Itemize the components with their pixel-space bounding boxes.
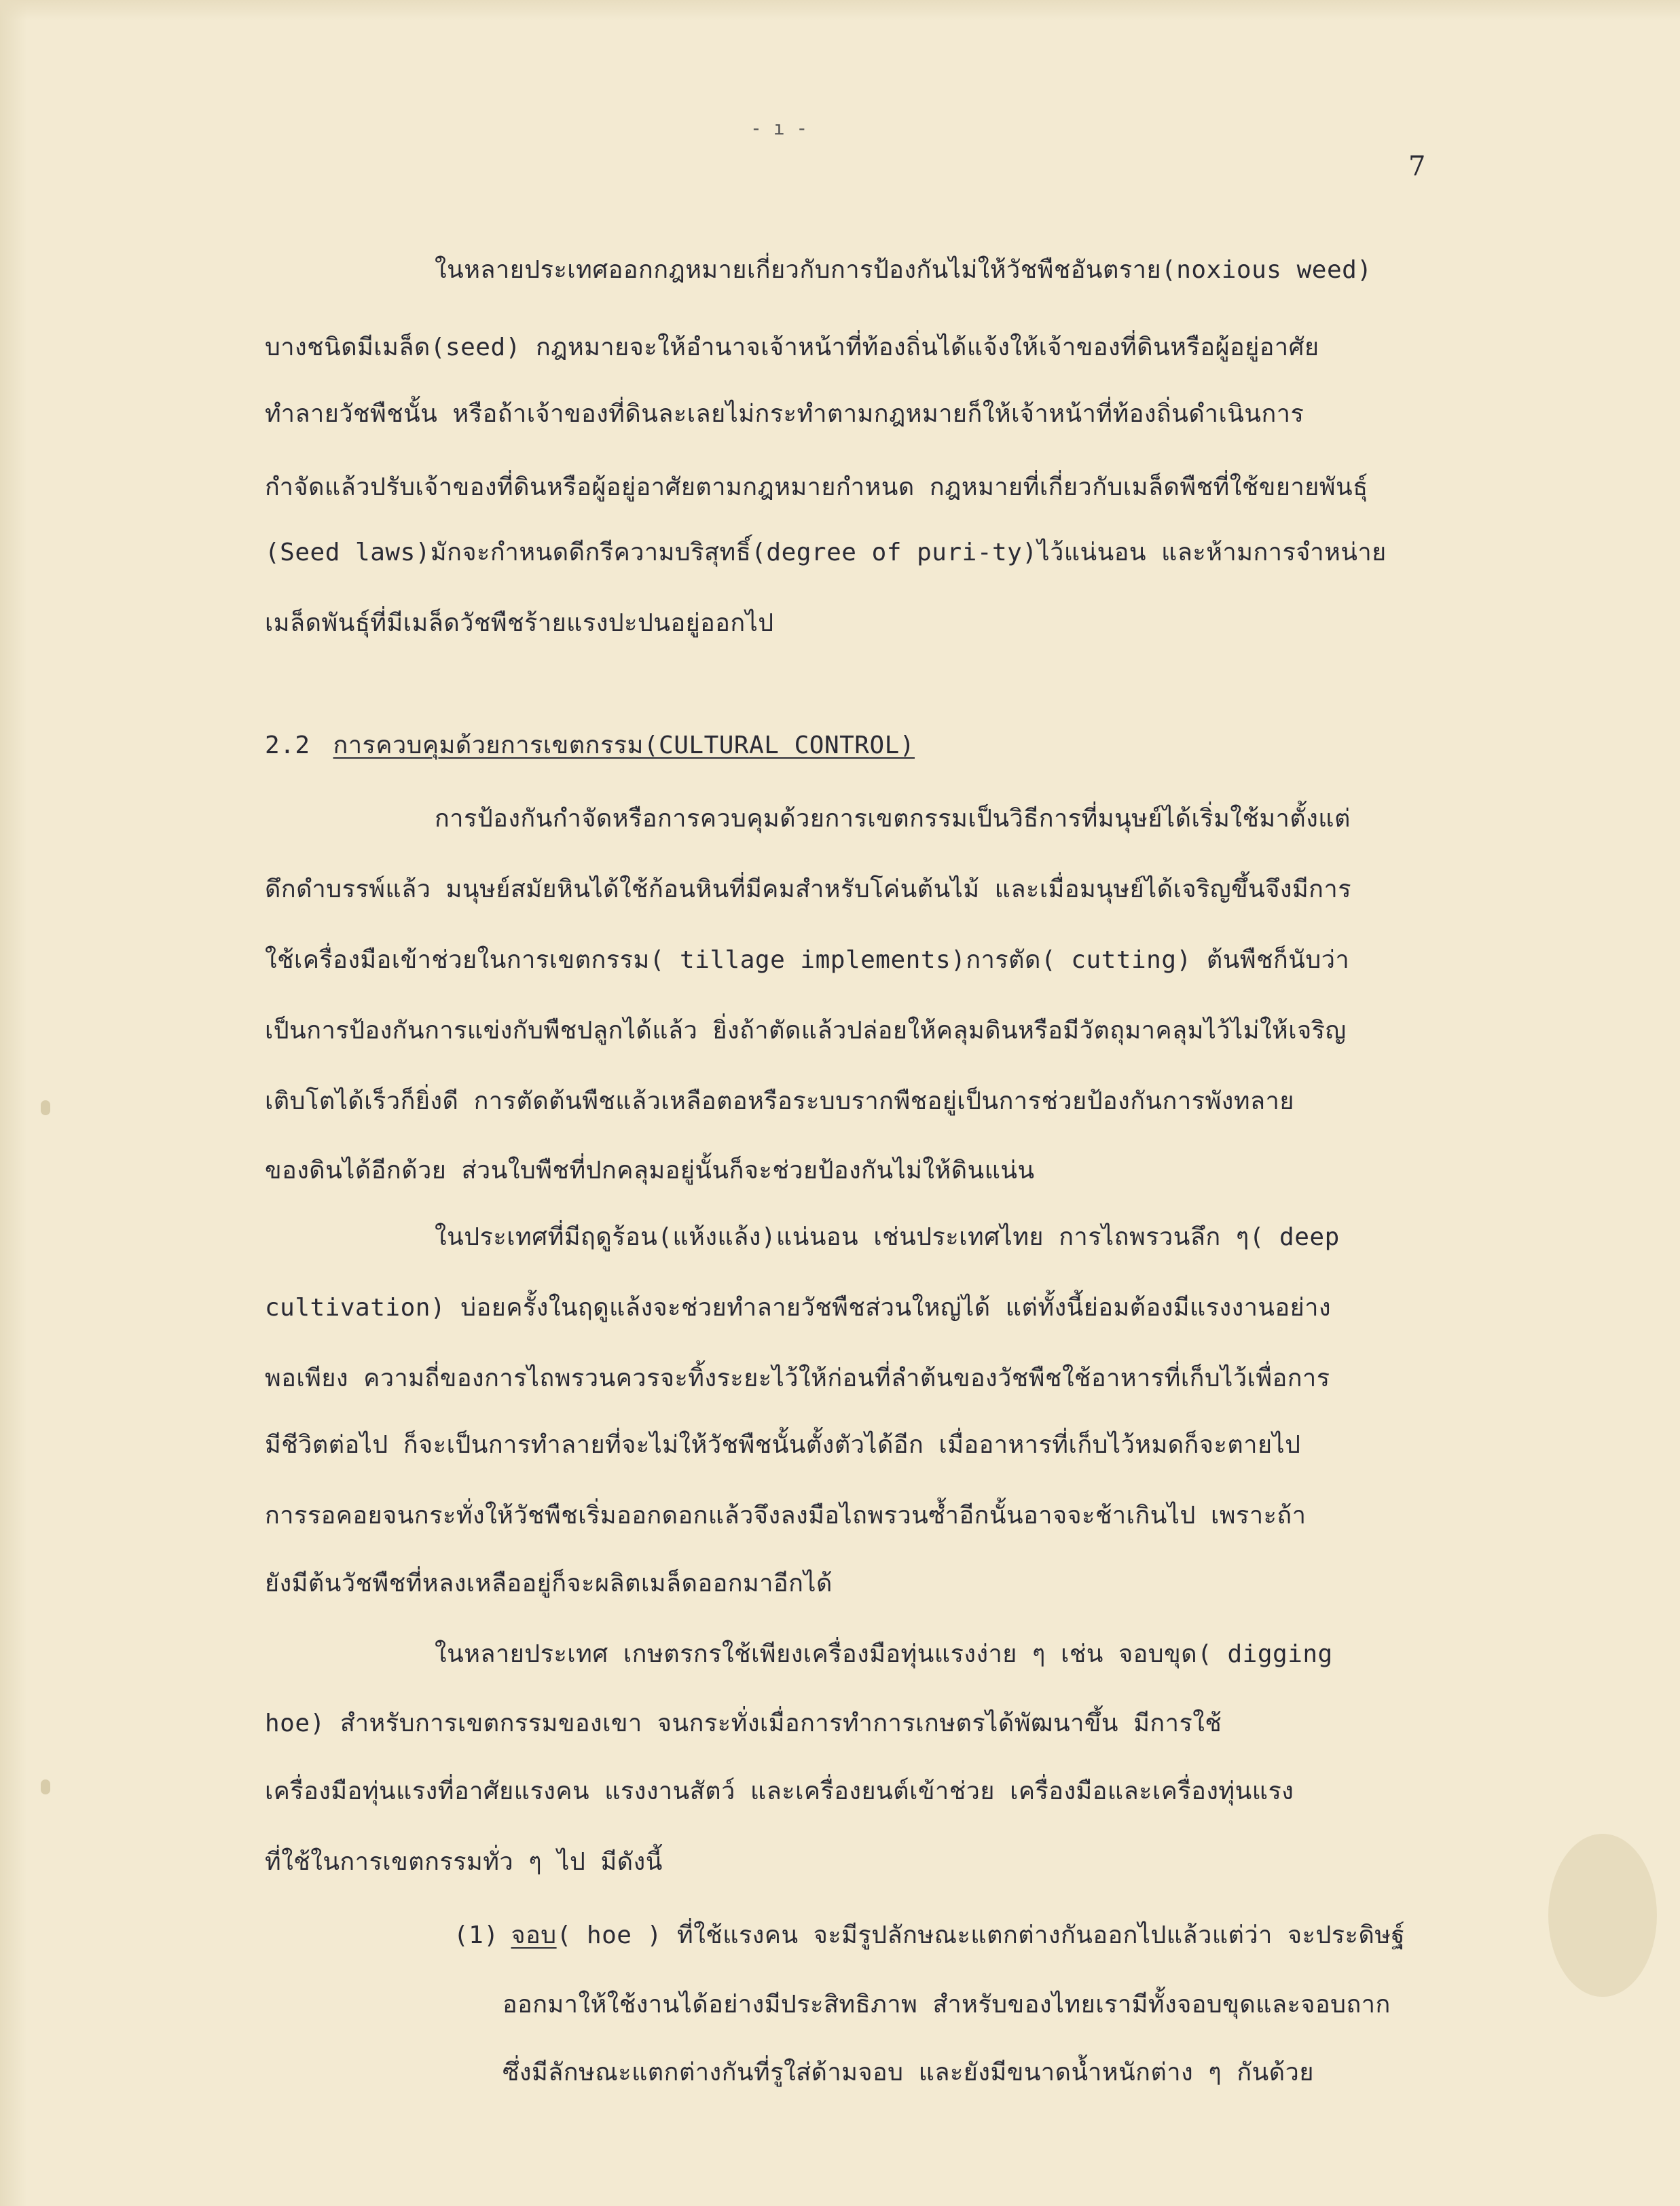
punch-hole-mark <box>41 1100 50 1115</box>
text-line: กำจัดแล้วปรับเจ้าของที่ดินหรือผู้อยู่อาศัยตามกฎหมายกำหนด กฎหมายที่เกี่ยวกับเมล็ดพืชที่ใช้ขยายพันธุ์ <box>265 473 1368 501</box>
text-line: การรอคอยจนกระทั่งให้วัชพืชเริ่มออกดอกแล้วจึงลงมือไถพรวนซ้ำอีกนั้นอาจจะช้าเกินไป เพราะถ้า <box>265 1502 1307 1530</box>
text-line: ซึ่งมีลักษณะแตกต่างกันที่รูใส่ด้ามจอบ และยังมีขนาดน้ำหนักต่าง ๆ กันด้วย <box>503 2059 1314 2086</box>
text-line: ที่ใช้ในการเขตกรรมทั่ว ๆ ไป มีดังนี้ <box>265 1848 663 1876</box>
text-line: บางชนิดมีเมล็ด(seed) กฎหมายจะให้อำนาจเจ้าหน้าที่ท้องถิ่นได้แจ้งให้เจ้าของที่ดินหรือผู้อยู่อาศัย <box>265 333 1319 361</box>
text-line: เมล็ดพันธุ์ที่มีเมล็ดวัชพืชร้ายแรงปะปนอยู่ออกไป <box>265 609 774 637</box>
section-title: การควบคุมด้วยการเขตกรรม(CULTURAL CONTROL) <box>333 731 915 759</box>
item-text: ( hoe ) ที่ใช้แรงคน จะมีรูปลักษณะแตกต่างกันออกไปแล้วแต่ว่า จะประดิษฐ์ <box>556 1921 1405 1949</box>
text-line: ใช้เครื่องมือเข้าช่วยในการเขตกรรม( tillage implements)การตัด( cutting) ต้นพืชก็นับว่า <box>265 946 1350 974</box>
section-number: 2.2 <box>265 731 310 759</box>
list-item <box>454 1921 1405 1951</box>
paper-stain <box>1548 1834 1657 1997</box>
page-number: 7 <box>1408 151 1426 182</box>
text-line: hoe) สำหรับการเขตกรรมของเขา จนกระทั่งเมื่อการทำการเกษตรได้พัฒนาขึ้น มีการใช้ <box>265 1710 1222 1737</box>
text-line: ออกมาให้ใช้งานได้อย่างมีประสิทธิภาพ สำหรับของไทยเรามีทั้งจอบขุดและจอบถาก <box>503 1991 1391 2019</box>
page-top-shadow <box>0 0 1680 20</box>
text-line: ในหลายประเทศ เกษตรกรใช้เพียงเครื่องมือทุ่นแรงง่าย ๆ เช่น จอบขุด( digging <box>435 1640 1333 1668</box>
text-line: ของดินได้อีกด้วย ส่วนใบพืชที่ปกคลุมอยู่นั้นก็จะช่วยป้องกันไม่ให้ดินแน่น <box>265 1157 1035 1185</box>
text-line: ยังมีต้นวัชพืชที่หลงเหลืออยู่ก็จะผลิตเมล็ดออกมาอีกได้ <box>265 1570 833 1597</box>
top-mark: - ı - <box>750 117 808 139</box>
text-line: ในประเทศที่มีฤดูร้อน(แห้งแล้ง)แน่นอน เช่นประเทศไทย การไถพรวนลึก ๆ( deep <box>435 1223 1340 1251</box>
text-line: พอเพียง ความถี่ของการไถพรวนควรจะทิ้งระยะไว้ให้ก่อนที่ลำต้นของวัชพืชใช้อาหารที่เก็บไว้เพื่อการ <box>265 1364 1330 1392</box>
text-line: cultivation) บ่อยครั้งในฤดูแล้งจะช่วยทำลายวัชพืชส่วนใหญ่ได้ แต่ทั้งนี้ย่อมต้องมีแรงงานอย่าง <box>265 1294 1332 1322</box>
text-line: เติบโตได้เร็วก็ยิ่งดี การตัดต้นพืชแล้วเหลือตอหรือระบบรากพืชอยู่เป็นการช่วยป้องกันการพังทลาย <box>265 1087 1294 1115</box>
text-line: ทำลายวัชพืชนั้น หรือถ้าเจ้าของที่ดินละเลยไม่กระทำตามกฎหมายก็ให้เจ้าหน้าที่ท้องถิ่นดำเนินการ <box>265 400 1304 428</box>
text-line: การป้องกันกำจัดหรือการควบคุมด้วยการเขตกรรมเป็นวิธีการที่มนุษย์ได้เริ่มใช้มาตั้งแต่ <box>435 805 1351 833</box>
text-line: เป็นการป้องกันการแข่งกับพืชปลูกได้แล้ว ยิ่งถ้าตัดแล้วปล่อยให้คลุมดินหรือมีวัตถุมาคลุมไว้ไม่ให้เจริญ <box>265 1017 1347 1045</box>
page-edge-shadow <box>0 0 27 2206</box>
text-line: เครื่องมือทุ่นแรงที่อาศัยแรงคน แรงงานสัตว์ และเครื่องยนต์เข้าช่วย เครื่องมือและเครื่องทุ่นแรง <box>265 1777 1294 1805</box>
text-line: (Seed laws)มักจะกำหนดดีกรีความบริสุทธิ์(degree of puri-ty)ไว้แน่นอน และห้ามการจำหน่าย <box>265 539 1387 566</box>
section-heading <box>265 731 915 761</box>
item-label: (1) <box>454 1921 499 1949</box>
text-line: มีชีวิตต่อไป ก็จะเป็นการทำลายที่จะไม่ให้วัชพืชนั้นตั้งตัวได้อีก เมื่ออาหารที่เก็บไว้หมดก็จะตายไป <box>265 1431 1301 1459</box>
punch-hole-mark <box>41 1779 50 1794</box>
text-line: ดึกดำบรรพ์แล้ว มนุษย์สมัยหินได้ใช้ก้อนหินที่มีคมสำหรับโค่นต้นไม้ และเมื่อมนุษย์ได้เจริญขึ้นจึงมีการ <box>265 875 1352 903</box>
item-term: จอบ <box>511 1921 557 1949</box>
text-line: ในหลายประเทศออกกฎหมายเกี่ยวกับการป้องกันไม่ให้วัชพืชอันตราย(noxious weed) <box>435 256 1372 284</box>
